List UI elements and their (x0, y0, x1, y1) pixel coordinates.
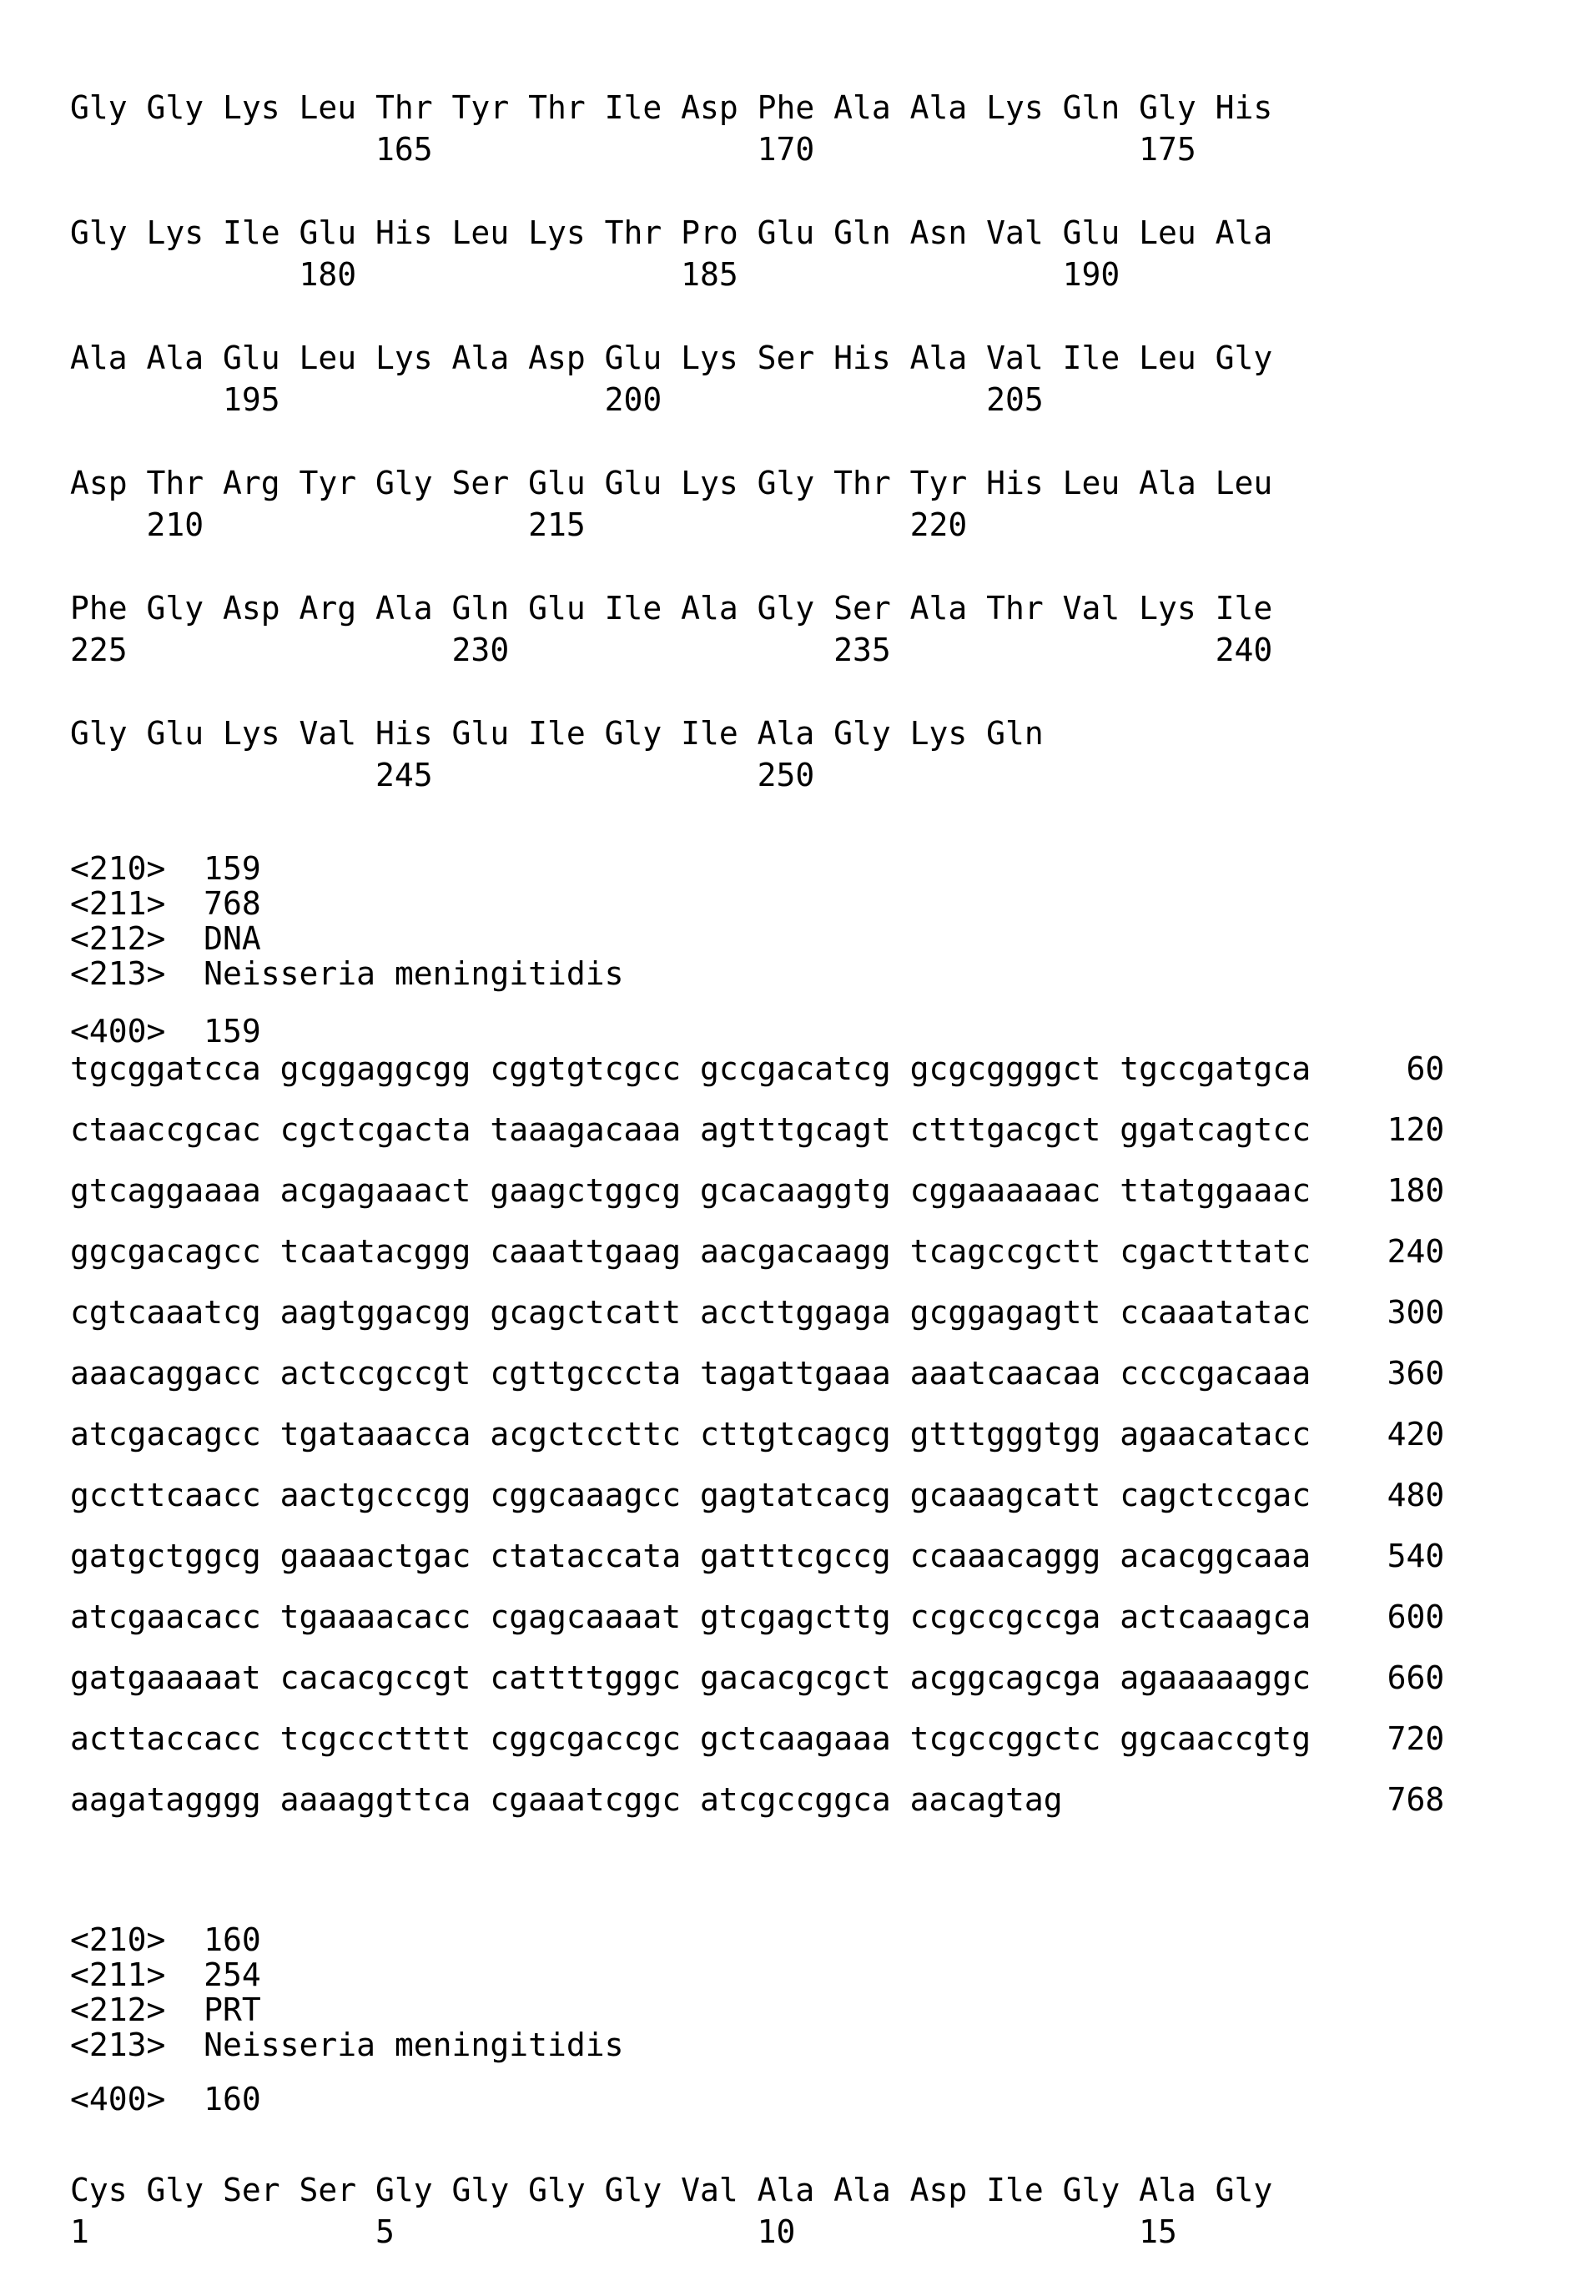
residue-numbers-line: 1 5 10 15 (70, 2213, 1177, 2250)
seq-metadata-line: <212> DNA (70, 920, 261, 957)
dna-position-number: 540 (1387, 1538, 1445, 1574)
dna-sequence-text: atcgacagcc tgataaacca acgctccttc cttgtcagcg gtttgggtgg agaacatacc (70, 1416, 1312, 1453)
protein-residues-line: Gly Glu Lys Val His Glu Ile Gly Ile Ala Gly Lys Gln (70, 715, 1044, 752)
dna-position-number: 360 (1387, 1355, 1445, 1392)
protein-residues-line: Asp Thr Arg Tyr Gly Ser Glu Glu Lys Gly Thr Tyr His Leu Ala Leu (70, 465, 1273, 501)
protein-residues-line: Gly Gly Lys Leu Thr Tyr Thr Ile Asp Phe Ala Ala Lys Gln Gly His (70, 89, 1273, 126)
residue-numbers-line: 195 200 205 (70, 381, 1044, 418)
protein-residues-line: Gly Lys Ile Glu His Leu Lys Thr Pro Glu Gln Asn Val Glu Leu Ala (70, 214, 1273, 251)
dna-sequence-text: tgcggatcca gcggaggcgg cggtgtcgcc gccgacatcg gcgcggggct tgccgatgca (70, 1050, 1312, 1087)
dna-position-number: 60 (1406, 1050, 1445, 1087)
seq-metadata-line: <211> 768 (70, 885, 261, 922)
seq-159-400-label: <400> 159 (70, 1013, 261, 1050)
dna-sequence-line (70, 1221, 1444, 1282)
dna-position-number: 300 (1387, 1294, 1445, 1331)
residue-numbers-line: 225 230 235 240 (70, 632, 1273, 668)
dna-sequence-line (70, 1648, 1444, 1709)
seq-metadata-line: <213> Neisseria meningitidis (70, 2027, 624, 2063)
protein-sequence-block (70, 87, 1272, 170)
dna-position-number: 180 (1387, 1172, 1445, 1209)
dna-sequence-line (70, 1282, 1444, 1343)
dna-position-number: 120 (1387, 1111, 1445, 1148)
protein-sequence-block (70, 712, 1272, 796)
protein-residues-line: Phe Gly Asp Arg Ala Gln Glu Ile Ala Gly Ser Ala Thr Val Lys Ile (70, 590, 1273, 627)
seq-160-metadata-block (70, 1922, 623, 2062)
dna-position-number: 660 (1387, 1659, 1445, 1696)
dna-sequence-line (70, 1039, 1444, 1100)
dna-sequence-text: cgtcaaatcg aagtggacgg gcagctcatt accttggaga gcggagagtt ccaaatatac (70, 1294, 1312, 1331)
dna-sequence-line (70, 1709, 1444, 1770)
dna-sequence-line (70, 1100, 1444, 1161)
dna-sequence-text: ctaaccgcac cgctcgacta taaagacaaa agtttgcagt ctttgacgct ggatcagtcc (70, 1111, 1312, 1148)
residue-numbers-line: 245 250 (70, 757, 815, 793)
dna-sequence-line (70, 1404, 1444, 1465)
seq-metadata-line: <213> Neisseria meningitidis (70, 955, 624, 992)
dna-position-number: 600 (1387, 1599, 1445, 1635)
dna-sequence-text: aagatagggg aaaaggttca cgaaatcggc atcgccggca aacagtag (70, 1781, 1063, 1818)
dna-sequence-line (70, 1465, 1444, 1526)
dna-sequence-text: atcgaacacc tgaaaacacc cgagcaaaat gtcgagcttg ccgccgccga actcaaagca (70, 1599, 1312, 1635)
residue-numbers-line: 210 215 220 (70, 506, 968, 543)
dna-position-number: 240 (1387, 1233, 1445, 1270)
dna-position-number: 420 (1387, 1416, 1445, 1453)
protein-residues-line: Ala Ala Glu Leu Lys Ala Asp Glu Lys Ser His Ala Val Ile Leu Gly (70, 340, 1273, 376)
residue-numbers-line: 180 185 190 (70, 256, 1120, 293)
dna-position-number: 480 (1387, 1477, 1445, 1513)
dna-sequence-text: ggcgacagcc tcaatacggg caaattgaag aacgacaagg tcagccgctt cgactttatc (70, 1233, 1312, 1270)
dna-sequence-line (70, 1343, 1444, 1404)
protein-sequence-block (70, 337, 1272, 420)
protein-residues-line: Cys Gly Ser Ser Gly Gly Gly Gly Val Ala Ala Asp Ile Gly Ala Gly (70, 2172, 1273, 2208)
dna-sequence-line (70, 1526, 1444, 1587)
dna-sequence-text: gatgaaaaat cacacgccgt cattttgggc gacacgcgct acggcagcga agaaaaaggc (70, 1659, 1312, 1696)
seq-metadata-line: <210> 159 (70, 850, 261, 887)
seq-metadata-line: <211> 254 (70, 1956, 261, 1993)
dna-position-number: 768 (1387, 1781, 1445, 1818)
dna-sequence-text: gtcaggaaaa acgagaaact gaagctggcg gcacaaggtg cggaaaaaac ttatggaaac (70, 1172, 1312, 1209)
dna-position-number: 720 (1387, 1720, 1445, 1757)
seq-metadata-line: <210> 160 (70, 1921, 261, 1958)
protein-sequence-block (70, 2169, 1272, 2253)
seq-160-400-label: <400> 160 (70, 2081, 261, 2117)
dna-sequence-line (70, 1770, 1444, 1830)
dna-sequence-text: gccttcaacc aactgcccgg cggcaaagcc gagtatcacg gcaaagcatt cagctccgac (70, 1477, 1312, 1513)
seq-metadata-line: <212> PRT (70, 1991, 261, 2028)
dna-sequence-159 (70, 1039, 1444, 1830)
protein-sequence-159-continuation (70, 87, 1272, 838)
dna-sequence-line (70, 1587, 1444, 1648)
seq-159-metadata-block (70, 851, 623, 991)
dna-sequence-text: acttaccacc tcgccctttt cggcgaccgc gctcaagaaa tcgccggctc ggcaaccgtg (70, 1720, 1312, 1757)
protein-sequence-block (70, 212, 1272, 295)
residue-numbers-line: 165 170 175 (70, 131, 1196, 168)
dna-sequence-line (70, 1161, 1444, 1221)
protein-sequence-160-start (70, 2169, 1272, 2253)
dna-sequence-text: aaacaggacc actccgccgt cgttgcccta tagattgaaa aaatcaacaa ccccgacaaa (70, 1355, 1312, 1392)
protein-sequence-block (70, 462, 1272, 546)
protein-sequence-block (70, 587, 1272, 671)
dna-sequence-text: gatgctggcg gaaaactgac ctataccata gatttcgccg ccaaacaggg acacggcaaa (70, 1538, 1312, 1574)
